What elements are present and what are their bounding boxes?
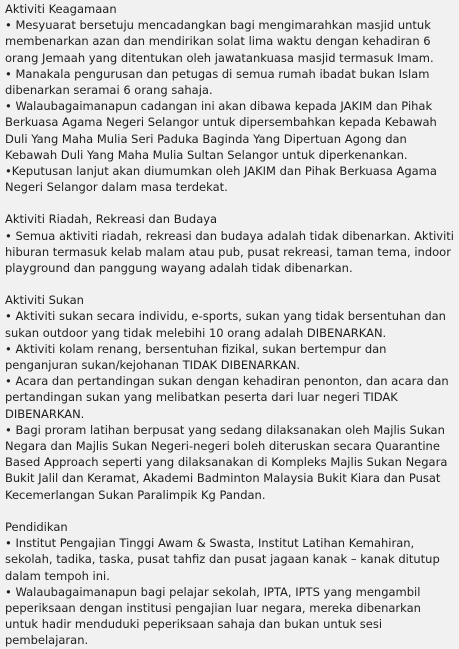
bullet-paragraph: • Bagi proram latihan berpusat yang sedang dilaksanakan oleh Majlis Sukan Negara dan Majlis Sukan Negeri-negeri boleh diteruskan secara Quarantine Based Approach seperti yang dilaksanakan di Kompleks Majlis Sukan Negara Bukit Jalil dan Keramat, Akademi Badminton Malaysia Bukit Kiara dan Pusat Kecemerlangan Sukan Paralimpik Kg Pandan.	[5, 422, 448, 502]
bullet-paragraph: • Aktiviti sukan secara individu, e-sports, sukan yang tidak bersentuhan dan sukan outdoor yang tidak melebihi 10 orang adalah DIBENARKAN.	[5, 309, 446, 340]
bullet-paragraph: • Mesyuarat bersetuju mencadangkan bagi mengimarahkan masjid untuk membenarkan azan dan mendirikan solat lima waktu dengan kehadiran 6 orang Jemaah yang ditentukan oleh jawatankuasa masjid termasuk Imam.	[5, 18, 434, 65]
bullet-paragraph: • Manakala pengurusan dan petugas di semua rumah ibadat bukan Islam dibenarkan seramai 6 orang sahaja.	[5, 66, 430, 98]
bullet-paragraph: • Aktiviti kolam renang, bersentuhan fizikal, sukan bertempur dan penganjuran sukan/kejohanan TIDAK DIBENARKAN.	[5, 341, 387, 373]
bullet-paragraph: •Keputusan lanjut akan diumumkan oleh JAKIM dan Pihak Berkuasa Agama Negeri Selangor dalam masa terdekat.	[5, 164, 437, 195]
bullet-paragraph: • Institut Pengajian Tinggi Awam & Swasta, Institut Latihan Kemahiran, sekolah, tadika, taska, pusat tahfiz dan pusat jagaan kanak – kanak ditutup dalam tempoh ini.	[5, 536, 440, 583]
section-aktiviti-keagamaan	[5, 1, 455, 195]
section-pendidikan	[5, 519, 455, 649]
bullet-paragraph: • Acara dan pertandingan sukan dengan kehadiran penonton, dan acara dan pertandingan sukan yang melibatkan peserta dari luar negeri TIDAK DIBENARKAN.	[5, 374, 449, 421]
section-heading: Aktiviti Riadah, Rekreasi dan Budaya	[5, 212, 218, 227]
bullet-paragraph: • Semua aktiviti riadah, rekreasi dan budaya adalah tidak dibenarkan. Aktiviti hiburan termasuk kelab malam atau pub, pusat rekreasi, taman tema, indoor playground dan panggung wayang adalah tidak dibenarkan.	[5, 228, 454, 276]
section-heading: Aktiviti Sukan	[5, 293, 84, 308]
bullet-paragraph: • Walaubagaimanapun bagi pelajar sekolah, IPTA, IPTS yang mengambil peperiksaan dengan institusi pengajian luar negara, mereka dibenarkan untuk hadir menduduki peperiksaan sahaja dan bukan untuk sesi pembelajaran.	[5, 584, 421, 648]
bullet-paragraph: • Walaubagaimanapun cadangan ini akan dibawa kepada JAKIM dan Pihak Berkuasa Agama Negeri Selangor untuk dipersembahkan kepada Kebawah Duli Yang Maha Mulia Seri Paduka Baginda Yang Dipertuan Agong dan Kebawah Duli Yang Maha Mulia Sultan Selangor untuk diperkenankan.	[5, 99, 437, 162]
section-heading: Pendidikan	[5, 519, 68, 534]
section-heading: Aktiviti Keagamaan	[5, 2, 117, 16]
section-aktiviti-riadah	[5, 211, 455, 276]
section-aktiviti-sukan	[5, 292, 455, 503]
